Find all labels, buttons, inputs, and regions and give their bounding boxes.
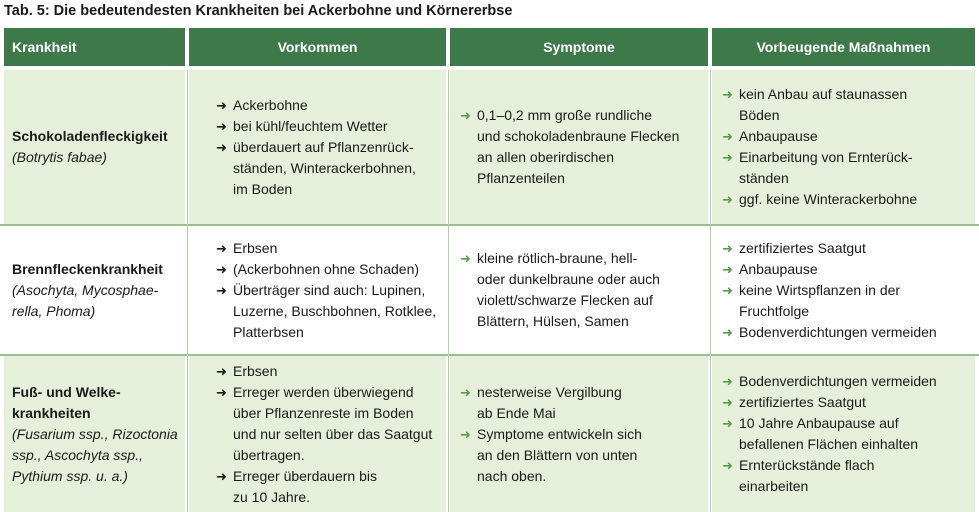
measures-text: Anbaupause: [739, 260, 818, 277]
arrow-right-icon: ➜: [216, 97, 227, 113]
arrow-right-icon: ➜: [216, 240, 227, 256]
symptoms-text: nesterweise Vergilbung ab Ende Mai: [477, 383, 622, 421]
occurrence-text: Ackerbohne: [233, 96, 308, 113]
list-item: [216, 361, 446, 382]
disease-cell: [4, 70, 185, 224]
arrow-right-green-icon: ➜: [722, 282, 733, 298]
column-divider: [187, 70, 188, 512]
table-row: [0, 356, 979, 512]
measures-text: Einarbeitung von Ernterück- ständen: [739, 149, 913, 186]
list-item: [460, 424, 708, 487]
arrow-right-green-icon: ➜: [722, 87, 733, 102]
list-item: [722, 455, 975, 497]
measures-list: [712, 371, 975, 497]
list-item: [216, 238, 446, 259]
arrow-right-green-icon: ➜: [722, 129, 733, 144]
occurrence-text: Erreger überdauern bis zu 10 Jahre.: [233, 467, 377, 505]
arrow-right-green-icon: ➜: [460, 108, 471, 123]
table-row: [0, 226, 979, 354]
arrow-right-green-icon: ➜: [722, 458, 733, 473]
measures-text: zertifiziertes Saatgut: [739, 394, 866, 410]
disease-name: Fuß- und Welke- krankheiten: [12, 383, 121, 421]
list-item: [216, 280, 446, 343]
occurrence-text: bei kühl/feuchtem Wetter: [233, 117, 388, 134]
symptoms-cell: [450, 226, 708, 354]
list-item: [216, 116, 446, 137]
header-massnahmen: Vorbeugende Maßnahmen: [712, 28, 975, 66]
measures-text: kein Anbau auf staunassen Böden: [739, 86, 908, 123]
list-item: [460, 105, 708, 189]
symptoms-list: [450, 382, 708, 487]
list-item: [722, 189, 975, 210]
list-item: [722, 259, 975, 280]
list-item: [460, 382, 708, 424]
list-item: [216, 466, 446, 508]
occurrence-text: Erbsen: [233, 362, 278, 379]
header-vorkommen: Vorkommen: [189, 28, 446, 66]
list-item: [216, 259, 446, 280]
measures-text: keine Wirtspflanzen in der Fruchtfolge: [739, 281, 901, 319]
symptoms-cell: [450, 356, 708, 512]
arrow-right-icon: ➜: [216, 118, 227, 134]
symptoms-text: Symptome entwickeln sich an den Blättern von unten nach oben.: [477, 425, 642, 484]
occurrence-cell: [189, 356, 446, 512]
arrow-right-green-icon: ➜: [722, 324, 733, 340]
measures-cell: [712, 356, 975, 512]
list-item: [216, 382, 446, 466]
measures-text: Anbaupause: [739, 128, 818, 144]
measures-text: Bodenverdichtungen vermeiden: [739, 323, 937, 340]
symptoms-list: [450, 248, 708, 332]
measures-text: zertifiziertes Saatgut: [739, 239, 866, 256]
disease-table: [0, 28, 979, 512]
measures-text: Ernterückstände flach einarbeiten: [739, 457, 875, 494]
arrow-right-icon: ➜: [216, 363, 227, 379]
occurrence-text: überdauert auf Pflanzenrück- ständen, Winterackerbohnen, im Boden: [233, 138, 416, 197]
list-item: [216, 95, 446, 116]
arrow-right-green-icon: ➜: [722, 374, 733, 389]
disease-name: Schokoladenfleckigkeit: [12, 128, 168, 144]
measures-list: [712, 238, 975, 343]
list-item: [722, 238, 975, 259]
occurrence-cell: [189, 70, 446, 224]
symptoms-text: kleine rötlich-braune, hell- oder dunkelbraune oder auch violett/schwarze Flecken auf Blättern, Hülsen, Samen: [477, 250, 660, 329]
occurrence-text: Überträger sind auch: Lupinen, Luzerne, Buschbohnen, Rotklee, Platterbsen: [233, 281, 437, 340]
list-item: [722, 280, 975, 322]
occurrence-text: Erbsen: [233, 239, 278, 256]
list-item: [722, 126, 975, 147]
arrow-right-icon: ➜: [216, 282, 227, 298]
symptoms-list: [450, 105, 708, 189]
measures-text: ggf. keine Winterackerbohne: [739, 191, 918, 207]
arrow-right-icon: ➜: [216, 468, 227, 484]
list-item: [722, 147, 975, 189]
arrow-right-icon: ➜: [216, 261, 227, 277]
arrow-right-green-icon: ➜: [722, 150, 733, 165]
list-item: [216, 137, 446, 200]
column-divider: [710, 70, 711, 512]
arrow-right-icon: ➜: [216, 139, 227, 155]
disease-name: Brennfleckenkrankheit: [12, 260, 163, 277]
symptoms-cell: [450, 70, 708, 224]
column-divider: [448, 70, 449, 512]
disease-latin-name: (Botrytis fabae): [12, 149, 107, 165]
arrow-right-green-icon: ➜: [460, 426, 471, 442]
arrow-right-green-icon: ➜: [460, 251, 471, 266]
occurrence-list: [189, 238, 446, 343]
disease-latin-name: (Fusarium ssp., Rizoctonia ssp., Ascochyta ssp., Pythium ssp. u. a.): [12, 425, 178, 484]
disease-cell: [4, 356, 185, 512]
arrow-right-green-icon: ➜: [722, 395, 733, 410]
measures-text: 10 Jahre Anbaupause auf befallenen Flächen einhalten: [739, 415, 919, 452]
measures-list: [712, 84, 975, 210]
occurrence-text: Erreger werden überwiegend über Pflanzenreste im Boden und nur selten über das Saatgut übertragen.: [233, 383, 433, 463]
list-item: [460, 248, 708, 332]
arrow-right-green-icon: ➜: [460, 384, 471, 400]
occurrence-list: [189, 95, 446, 200]
table-title: Tab. 5: Die bedeutendesten Krankheiten bei Ackerbohne und Körnererbse: [4, 3, 513, 19]
list-item: [722, 413, 975, 455]
disease-latin-name: (Asochyta, Mycosphae- rella, Phoma): [12, 281, 159, 319]
measures-text: Bodenverdichtungen vermeiden: [739, 373, 937, 389]
occurrence-text: (Ackerbohnen ohne Schaden): [233, 260, 420, 277]
occurrence-cell: [189, 226, 446, 354]
arrow-right-green-icon: ➜: [722, 416, 733, 431]
list-item: [722, 392, 975, 413]
arrow-right-green-icon: ➜: [722, 261, 733, 277]
list-item: [722, 371, 975, 392]
arrow-right-green-icon: ➜: [722, 192, 733, 207]
header-symptome: Symptome: [450, 28, 708, 66]
table-header-row: [0, 28, 979, 66]
measures-cell: [712, 70, 975, 224]
measures-cell: [712, 226, 975, 354]
arrow-right-icon: ➜: [216, 384, 227, 400]
table-row: [0, 70, 979, 224]
arrow-right-green-icon: ➜: [722, 240, 733, 256]
list-item: [722, 84, 975, 126]
symptoms-text: 0,1–0,2 mm große rundliche und schokoladenbraune Flecken an allen oberirdischen Pflanzenteilen: [477, 107, 680, 186]
disease-cell: [4, 226, 185, 354]
list-item: [722, 322, 975, 343]
header-krankheit: Krankheit: [4, 28, 185, 66]
occurrence-list: [189, 361, 446, 508]
